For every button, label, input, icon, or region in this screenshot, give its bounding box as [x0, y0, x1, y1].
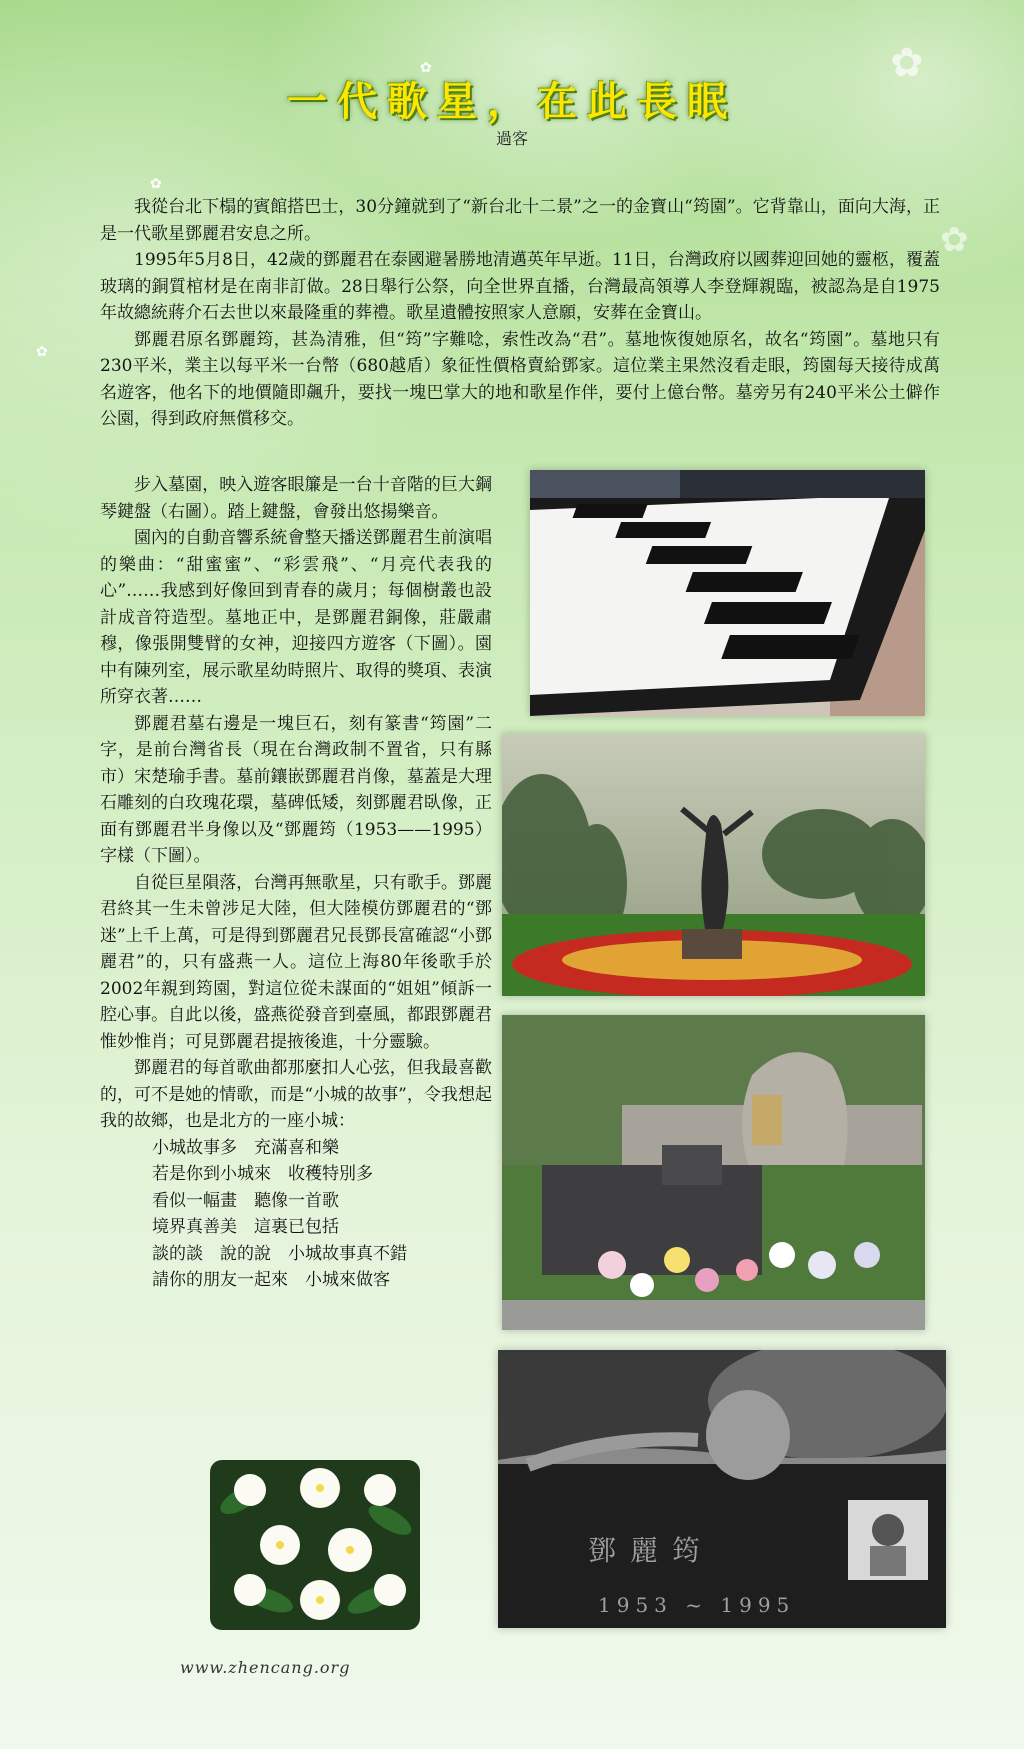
lyric-line: 小城故事多 充滿喜和樂 [152, 1137, 339, 1158]
paragraph: 1995年5月8日，42歲的鄧麗君在泰國避暑勝地清邁英年早逝。11日，台灣政府以國葬迎回她的靈柩，覆蓋玻璃的銅質棺材是在南非訂做。28日舉行公祭，向全世界直播，台灣最高領導人李登輝親臨，被認為是自1975年故總統蔣介石去世以來最隆重的葬禮。歌星遺體按照家人意願，安葬在金寶山。 [100, 250, 940, 323]
paragraph: 鄧麗君原名鄧麗筠，甚為清雅，但“筠”字難唸，索性改為“君”。墓地恢復她原名，故名“筠園”。墓地只有230平米，業主以每平米一台幣（680越盾）象征性價格賣給鄧家。這位業主果然沒看走眼，筠園每天接待成萬名遊客，他名下的地價隨即飆升，要找一塊巴掌大的地和歌星作伴，要付上億台幣。墓旁另有240平米公土僻作公園，得到政府無償移交。 [100, 329, 940, 429]
website-link[interactable]: www.zhencang.org [180, 1658, 351, 1677]
flower-icon: ✿ [940, 220, 969, 260]
paragraph: 我從台北下榻的賓館搭巴士，30分鐘就到了“新台北十二景”之一的金寶山“筠園”。它背靠山，面向大海，正是一代歌星鄧麗君安息之所。 [100, 197, 940, 244]
statue-image [502, 734, 925, 996]
tomb-relief-image [498, 1350, 946, 1628]
tomb-flowers-photo [502, 1015, 925, 1330]
body-text [100, 472, 492, 1294]
tomb-years-inscription: 1953 ~ 1995 [598, 1593, 796, 1617]
paragraph: 鄧麗君墓右邊是一塊巨石，刻有篆書“筠園”二字，是前台灣省長（現在台灣政制不置省，只有縣市）宋楚瑜手書。墓前鑲嵌鄧麗君肖像，墓蓋是大理石雕刻的白玫瑰花環，墓碑低矮，刻鄧麗君臥像，正面有鄧麗君半身像以及“鄧麗筠（1953——1995）字樣（下圖）。 [100, 713, 492, 866]
paragraph: 步入墓園，映入遊客眼簾是一台十音階的巨大鋼琴鍵盤（右圖）。踏上鍵盤，會發出悠揚樂音。 [100, 475, 492, 522]
lyric-line: 看似一幅畫 聽像一首歌 [152, 1190, 339, 1211]
song-lyrics [100, 1135, 492, 1294]
intro-text [100, 194, 940, 433]
paragraph: 鄧麗君的每首歌曲都那麼扣人心弦，但我最喜歡的，可不是她的情歌，而是“小城的故事”，令我想起我的故鄉，也是北方的一座小城： [100, 1058, 492, 1131]
author: 過客 [495, 129, 528, 148]
lyric-line: 境界真善美 這裏已包括 [152, 1217, 339, 1237]
lyric-line: 若是你到小城來 收穫特別多 [152, 1164, 373, 1184]
sparkle-icon: ✿ [420, 60, 432, 76]
flower-icon: ✿ [890, 40, 924, 86]
flower-bouquet-decoration [210, 1460, 420, 1630]
sparkle-icon: ✿ [150, 176, 162, 192]
lyric-line: 請你的朋友一起來 小城來做客 [152, 1270, 390, 1290]
paragraph: 園內的自動音響系統會整天播送鄧麗君生前演唱的樂曲：“甜蜜蜜”、“彩雲飛”、“月亮代表我的心”……我感到好像回到青春的歲月；每個樹叢也設計成音符造型。墓地正中，是鄧麗君銅像，莊嚴肅穆，像張開雙臂的女神，迎接四方遊客（下圖）。園中有陳列室，展示歌星幼時照片、取得的獎項、表演所穿衣著…… [100, 528, 492, 707]
piano-keyboard-photo [530, 470, 925, 716]
lyric-line: 談的談 說的說 小城故事真不錯 [152, 1243, 407, 1264]
page-title: 一代歌星，在此長眠 [287, 79, 737, 125]
sparkle-icon: ✿ [36, 344, 48, 360]
statue-garden-photo [502, 734, 925, 996]
lily-flowers-image [210, 1460, 420, 1630]
tomb-name-inscription: 鄧麗筠 [588, 1534, 715, 1567]
paragraph: 自從巨星隕落，台灣再無歌星，只有歌手。鄧麗君終其一生未曾涉足大陸，但大陸模仿鄧麗君的“鄧迷”上千上萬，可是得到鄧麗君兄長鄧長富確認“小鄧麗君”的，只有盛燕一人。這位上海80年後歌手於2002年親到筠園，對這位從未謀面的“姐姐”傾訴一腔心事。自此以後，盛燕從發音到臺風，都跟鄧麗君惟妙惟肖；可見鄧麗君提掖後進，十分靈驗。 [100, 872, 492, 1052]
tomb-relief-photo [498, 1350, 946, 1628]
tomb-image [502, 1015, 925, 1330]
piano-keyboard-image [530, 470, 925, 716]
